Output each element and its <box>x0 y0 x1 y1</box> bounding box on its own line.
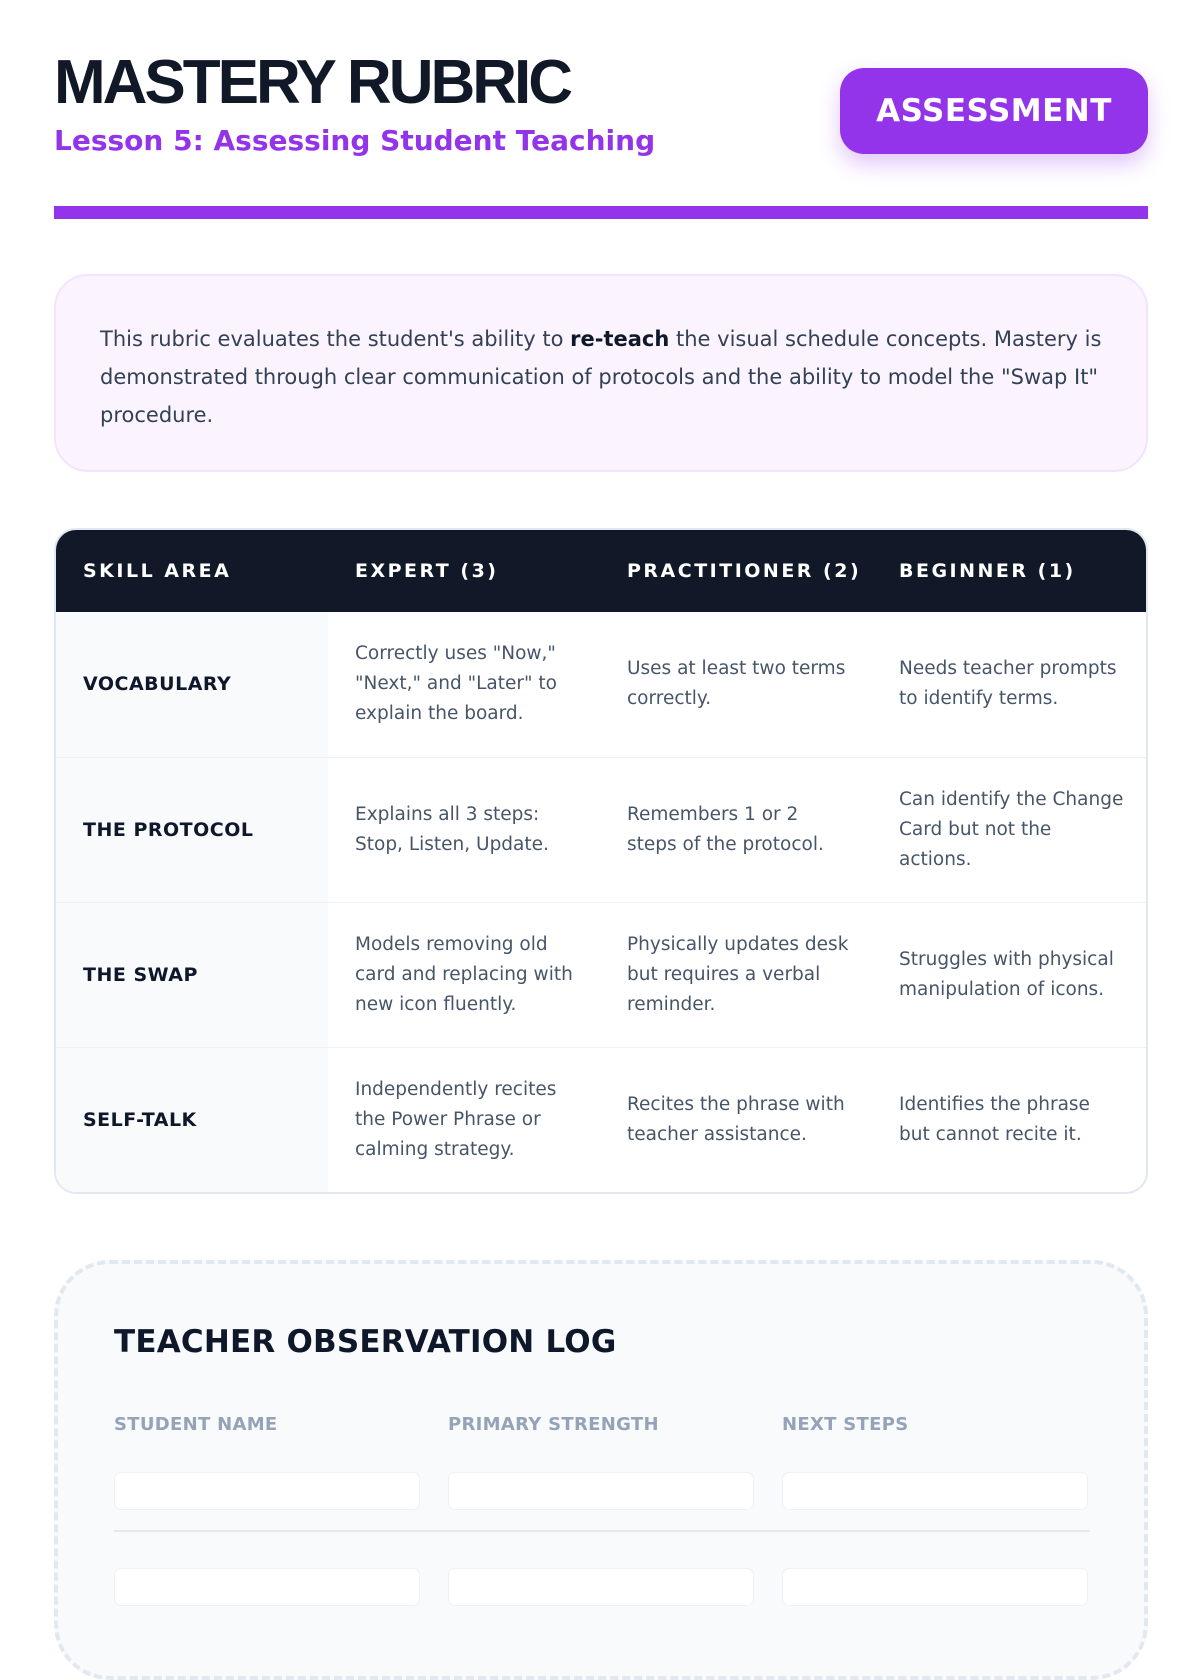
beginner-cell: Struggles with physical manipulation of icons. <box>899 948 1114 1000</box>
skill-cell: THE PROTOCOL <box>56 757 328 902</box>
page-title: MASTERY RUBRIC <box>54 48 571 117</box>
observation-log-title: TEACHER OBSERVATION LOG <box>114 1324 617 1360</box>
beginner-cell: Identifies the phrase but cannot recite it. <box>899 1093 1090 1145</box>
next-steps-input[interactable] <box>782 1472 1088 1510</box>
rubric-row-vocabulary <box>56 612 1146 757</box>
next-steps-input[interactable] <box>782 1568 1088 1606</box>
page-subtitle: Lesson 5: Assessing Student Teaching <box>54 124 656 157</box>
page <box>54 0 1148 1435</box>
intro-text-before: This rubric evaluates the student's ability to <box>100 327 571 351</box>
header-beginner: BEGINNER (1) <box>872 530 1146 612</box>
intro-box <box>54 274 1148 472</box>
beginner-cell: Can identify the Change Card but not the actions. <box>899 788 1124 870</box>
primary-strength-input[interactable] <box>448 1472 754 1510</box>
header-expert: EXPERT (3) <box>328 530 600 612</box>
log-row-divider <box>114 1530 1090 1532</box>
rubric-table <box>54 528 1148 1194</box>
next-steps-label: NEXT STEPS <box>782 1414 909 1435</box>
skill-cell: THE SWAP <box>56 902 328 1047</box>
expert-cell: Independently recites the Power Phrase or calming strategy. <box>355 1078 557 1160</box>
beginner-cell: Needs teacher prompts to identify terms. <box>899 658 1117 710</box>
intro-text-after: the visual schedule concepts. Mastery is demonstrated through clear communication of protocols and the ability to model the "Swap It" procedure. <box>100 327 1102 427</box>
assessment-badge: ASSESSMENT <box>840 68 1148 154</box>
rubric-row-swap <box>56 902 1146 1047</box>
student-name-label: STUDENT NAME <box>114 1414 278 1435</box>
expert-cell: Models removing old card and replacing with new icon fluently. <box>355 933 573 1015</box>
practitioner-cell: Remembers 1 or 2 steps of the protocol. <box>627 803 824 855</box>
practitioner-cell: Physically updates desk but requires a verbal reminder. <box>627 933 849 1015</box>
header-practitioner: PRACTITIONER (2) <box>600 530 872 612</box>
header-divider <box>54 206 1148 219</box>
expert-cell: Correctly uses "Now," "Next," and "Later" to explain the board. <box>355 643 557 725</box>
intro-text-bold: re-teach <box>570 327 670 351</box>
student-name-input[interactable] <box>114 1472 420 1510</box>
rubric-row-protocol <box>56 757 1146 902</box>
observation-log <box>54 1260 1148 1680</box>
primary-strength-label: PRIMARY STRENGTH <box>448 1414 659 1435</box>
skill-cell: SELF-TALK <box>56 1047 328 1192</box>
practitioner-cell: Recites the phrase with teacher assistance. <box>627 1093 845 1145</box>
header-skill-area: SKILL AREA <box>56 530 328 612</box>
skill-cell: VOCABULARY <box>56 612 328 757</box>
primary-strength-input[interactable] <box>448 1568 754 1606</box>
student-name-input[interactable] <box>114 1568 420 1606</box>
expert-cell: Explains all 3 steps: Stop, Listen, Update. <box>355 803 549 855</box>
header <box>54 0 1148 220</box>
practitioner-cell: Uses at least two terms correctly. <box>627 658 846 710</box>
rubric-row-self-talk <box>56 1047 1146 1192</box>
rubric-header-row <box>56 530 1146 612</box>
